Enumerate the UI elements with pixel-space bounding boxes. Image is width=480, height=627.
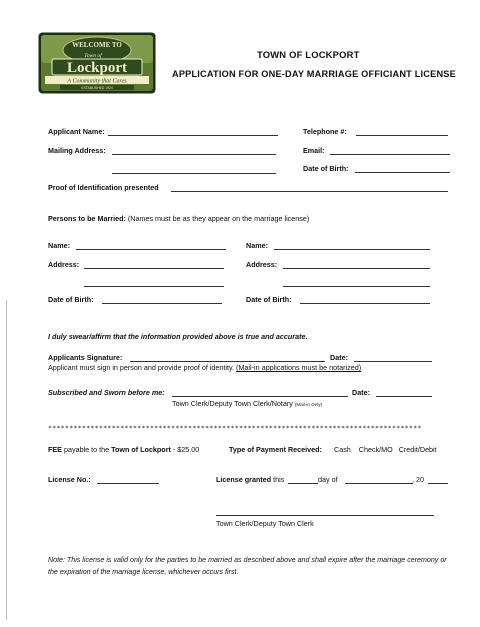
- person1-dob-label: Date of Birth:: [48, 295, 94, 304]
- person1-address-field-1[interactable]: [84, 268, 224, 269]
- applicant-dob-field[interactable]: [355, 172, 450, 173]
- license-granted-line: [216, 475, 284, 484]
- proof-of-id-label: Proof of Identification presented: [48, 183, 159, 192]
- payment-type-label: Type of Payment Received:: [229, 445, 322, 454]
- mailing-address-field-2[interactable]: [112, 173, 276, 174]
- signature-date-label: Date:: [330, 353, 348, 362]
- license-year-prefix: , 20: [412, 475, 424, 484]
- person2-address-label: Address:: [246, 260, 278, 269]
- person2-address-field-1[interactable]: [283, 268, 430, 269]
- logo-established-text: ESTABLISHED 1924: [81, 86, 113, 90]
- license-granted-label: License granted: [216, 475, 272, 484]
- person2-name-field[interactable]: [274, 249, 430, 250]
- applicant-name-field[interactable]: [108, 135, 278, 136]
- form-subtitle: APPLICATION FOR ONE-DAY MARRIAGE OFFICIANT LICENSE: [172, 69, 456, 79]
- license-number-field[interactable]: [97, 483, 159, 484]
- signature-field[interactable]: [130, 361, 325, 362]
- page-edge-shadow: [6, 300, 7, 620]
- sworn-before-label: Subscribed and Sworn before me:: [48, 388, 165, 397]
- logo-welcome-text: WELCOME TO: [72, 41, 122, 49]
- persons-heading-note: (Names must be as they appear on the marriage license): [125, 214, 310, 223]
- applicant-name-label: Applicant Name:: [48, 127, 105, 136]
- mail-in-notarized-note: (Mail-in applications must be notarized): [236, 363, 362, 372]
- person1-dob-field[interactable]: [102, 303, 222, 304]
- clerk-signature-field[interactable]: [216, 515, 434, 516]
- mailing-address-label: Mailing Address:: [48, 146, 106, 155]
- logo-town-of-text: Town of: [84, 53, 102, 59]
- sworn-date-field[interactable]: [376, 396, 432, 397]
- person2-dob-label: Date of Birth:: [246, 295, 292, 304]
- affirmation-statement: I duly swear/affirm that the information provided above is true and accurate.: [48, 332, 308, 341]
- license-year-field[interactable]: [428, 483, 448, 484]
- fee-town-name: Town of Lockport: [111, 445, 171, 454]
- signature-label: Applicants Signature:: [48, 353, 123, 362]
- person1-address-field-2[interactable]: [84, 286, 224, 287]
- person2-name-label: Name:: [246, 241, 268, 250]
- asterisk-divider: ****************************************************************************************: [48, 424, 422, 432]
- license-month-field[interactable]: [345, 483, 413, 484]
- proof-of-id-field[interactable]: [171, 191, 448, 192]
- logo-slogan-text: A Community that Cares: [67, 78, 127, 85]
- fee-payable-text: payable to the: [61, 445, 112, 454]
- telephone-label: Telephone #:: [303, 127, 347, 136]
- email-label: Email:: [303, 146, 325, 155]
- person1-name-label: Name:: [48, 241, 70, 250]
- sign-instruction-text: Applicant must sign in person and provide proof of identity.: [48, 363, 237, 372]
- telephone-field[interactable]: [356, 135, 448, 136]
- license-number-label: License No.:: [48, 475, 91, 484]
- person1-address-label: Address:: [48, 260, 80, 269]
- clerk-signature-caption: Town Clerk/Deputy Town Clerk: [216, 519, 314, 528]
- notary-caption: [172, 399, 322, 409]
- sign-instruction: [48, 363, 361, 372]
- license-day-field[interactable]: [288, 483, 318, 484]
- town-logo-graphic: [38, 32, 156, 94]
- notary-caption-mail-in: (Mail-in Only): [294, 402, 323, 407]
- notary-signature-field[interactable]: [172, 396, 348, 397]
- form-title: TOWN OF LOCKPORT: [257, 49, 360, 60]
- fee-label: FEE: [48, 445, 62, 454]
- validity-note: Note: This license is valid only for the parties to be married as described above and shall expire after the marriage ceremony or the expiration of the marriage license, whichever occurs first.: [48, 556, 447, 576]
- persons-heading-bold: Persons to be Married:: [48, 214, 126, 223]
- mailing-address-field-1[interactable]: [112, 154, 276, 155]
- person2-dob-field[interactable]: [300, 303, 430, 304]
- town-logo: [38, 32, 156, 94]
- license-day-of-text: day of: [318, 475, 338, 484]
- signature-date-field[interactable]: [354, 361, 432, 362]
- license-granted-this: this: [271, 475, 285, 484]
- logo-name-text: Lockport: [67, 60, 127, 76]
- fee-amount: - $25.00: [170, 445, 200, 454]
- person1-name-field[interactable]: [76, 249, 226, 250]
- fee-line: [48, 445, 199, 454]
- persons-heading: [48, 214, 309, 223]
- payment-options: Cash Check/MO Credit/Debit: [334, 445, 437, 454]
- notary-caption-text: Town Clerk/Deputy Town Clerk/Notary: [172, 399, 295, 408]
- applicant-dob-label: Date of Birth:: [303, 164, 349, 173]
- sworn-date-label: Date:: [352, 388, 370, 397]
- person2-address-field-2[interactable]: [283, 286, 430, 287]
- email-field[interactable]: [330, 154, 450, 155]
